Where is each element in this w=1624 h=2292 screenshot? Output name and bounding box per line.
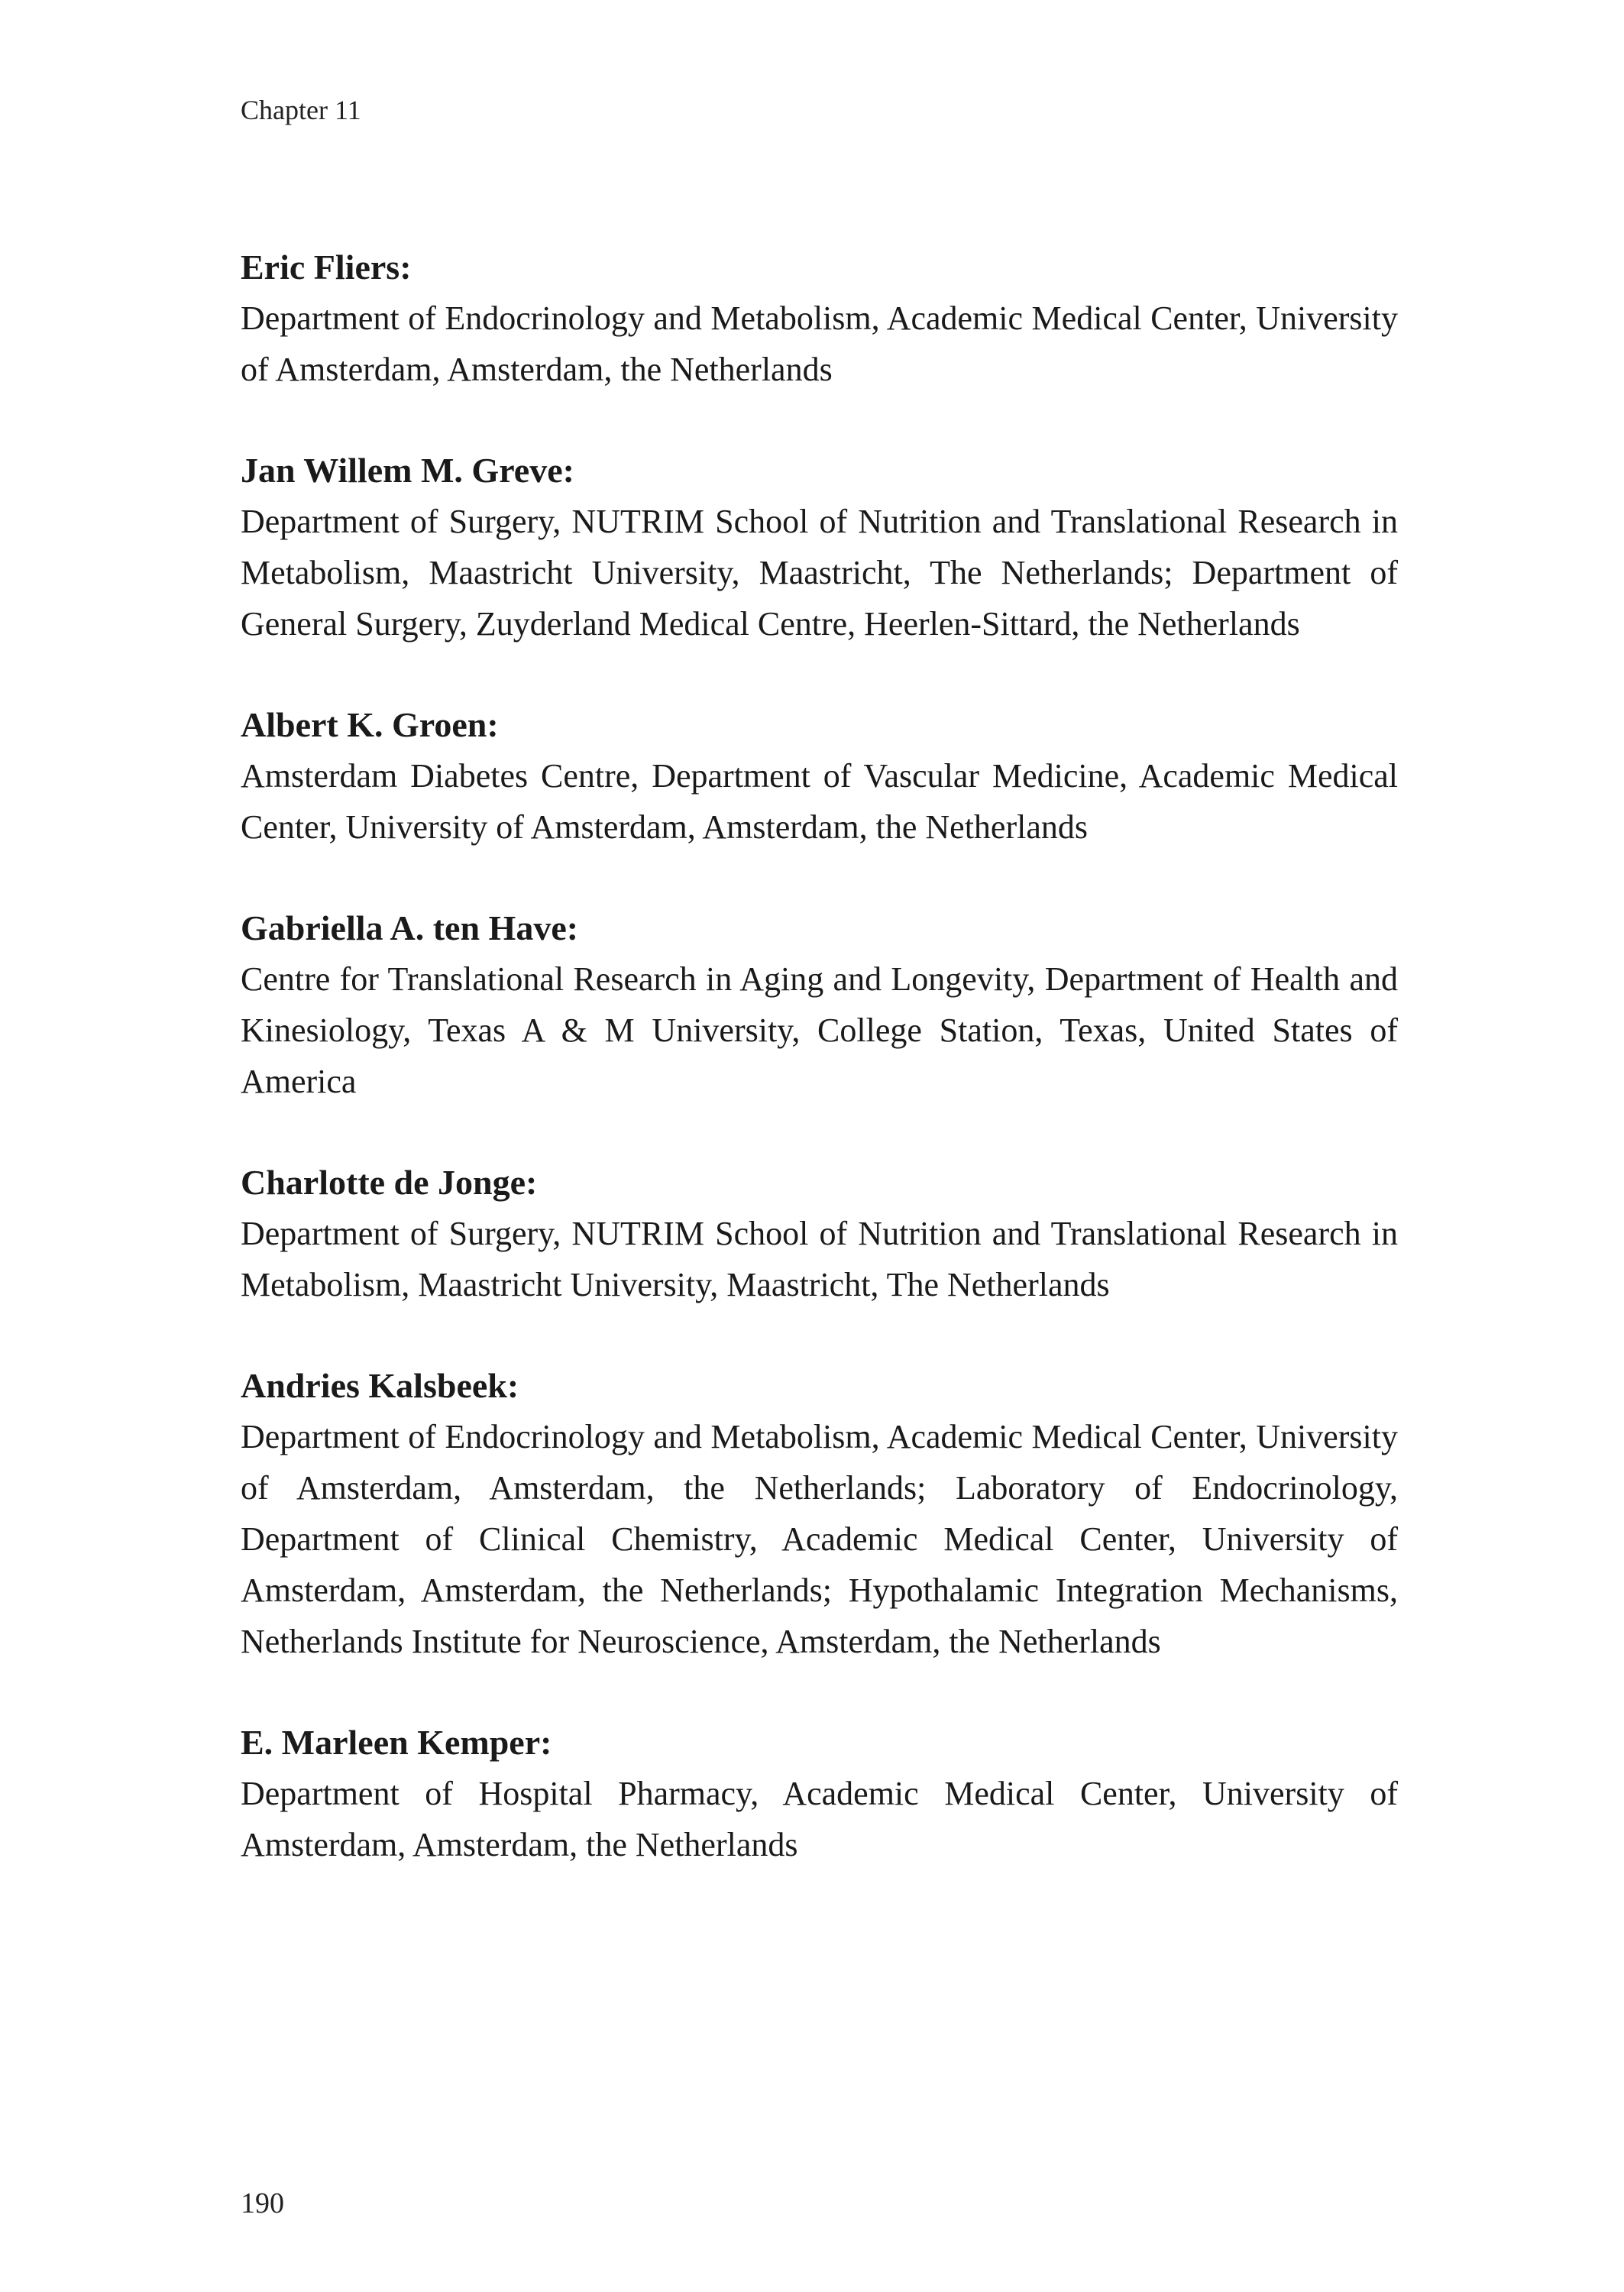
page-number: 190 — [241, 2187, 284, 2219]
author-affiliation-list — [241, 241, 1398, 1920]
running-head: Chapter 11 — [241, 95, 361, 125]
author-entry-kemper — [241, 1717, 1398, 1870]
author-entry-groen — [241, 699, 1398, 853]
author-name: Gabriella A. ten Have: — [241, 908, 579, 947]
author-affiliation: Department of Endocrinology and Metabolism, Academic Medical Center, University of Amsterdam, Amsterdam, the Netherlands — [241, 299, 1398, 388]
author-affiliation: Centre for Translational Research in Aging and Longevity, Department of Health and Kinesiology, Texas A & M University, College Station, Texas, United States of America — [241, 960, 1398, 1100]
author-name: Eric Fliers: — [241, 248, 412, 286]
author-entry-greve — [241, 445, 1398, 649]
author-name: Jan Willem M. Greve: — [241, 451, 574, 490]
author-affiliation: Department of Surgery, NUTRIM School of Nutrition and Translational Research in Metabolism, Maastricht University, Maastricht, The Netherlands — [241, 1215, 1398, 1303]
author-affiliation: Department of Surgery, NUTRIM School of Nutrition and Translational Research in Metabolism, Maastricht University, Maastricht, The Netherlands; Department of General Surgery, Zuyderland Medical Centre, Heerlen-Sittard, the Netherlands — [241, 503, 1398, 643]
author-entry-kalsbeek — [241, 1360, 1398, 1667]
author-name: Charlotte de Jonge: — [241, 1163, 538, 1202]
author-entry-de-jonge — [241, 1157, 1398, 1310]
author-name: Andries Kalsbeek: — [241, 1366, 519, 1405]
author-entry-ten-have — [241, 902, 1398, 1107]
author-affiliation: Department of Endocrinology and Metabolism, Academic Medical Center, University of Amsterdam, Amsterdam, the Netherlands; Laboratory of Endocrinology, Department of Clinical Chemistry, Academic Medical Center, University of Amsterdam, Amsterdam, the Netherlands; Hypothalamic Integration Mechanisms, Netherlands Institute for Neuroscience, Amsterdam, the Netherlands — [241, 1418, 1398, 1660]
author-name: Albert K. Groen: — [241, 705, 499, 744]
author-entry-fliers — [241, 241, 1398, 395]
author-name: E. Marleen Kemper: — [241, 1723, 552, 1762]
author-affiliation: Department of Hospital Pharmacy, Academic Medical Center, University of Amsterdam, Amsterdam, the Netherlands — [241, 1775, 1398, 1863]
author-affiliation: Amsterdam Diabetes Centre, Department of Vascular Medicine, Academic Medical Center, University of Amsterdam, Amsterdam, the Netherlands — [241, 757, 1398, 846]
